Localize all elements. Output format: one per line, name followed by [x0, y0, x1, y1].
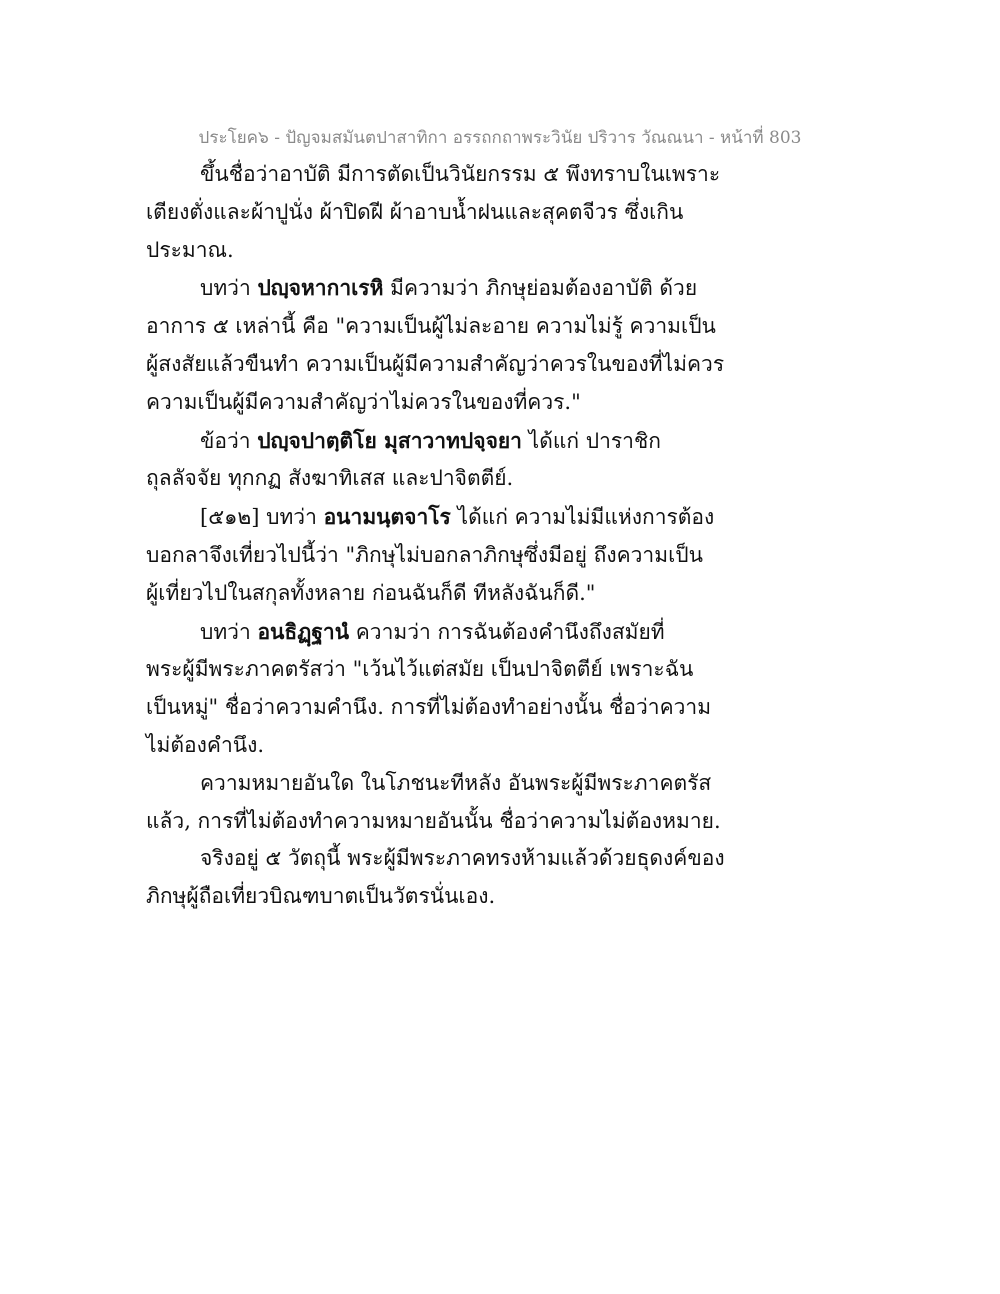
- paragraph: [146, 269, 725, 421]
- text-segment: ข้อว่า: [200, 428, 258, 453]
- bold-term: อนามนฺตจาโร: [323, 504, 451, 530]
- text-segment: ขึ้นชื่อว่าอาบัติ มีการตัดเป็นวินัยกรรม ๕ พึงทราบในเพราะ: [200, 162, 721, 186]
- paragraph: [146, 498, 715, 612]
- text-segment: ความว่า การฉันต้องคำนึงถึงสมัยที่: [349, 619, 665, 644]
- paragraph: [146, 613, 712, 765]
- text-segment: ได้แก่ ความไม่มีแห่งการต้อง: [450, 505, 715, 530]
- text-line: [146, 651, 706, 689]
- text-segment: มีความว่า ภิกษุย่อมต้องอาบัติ ด้วย: [383, 276, 698, 301]
- text-segment: ผู้สงสัยแล้วขืนทำ ความเป็นผู้มีความสำคัญว่าควรในของที่ไม่ควร: [146, 351, 725, 376]
- text-line: [146, 384, 706, 422]
- text-segment: ถุลลัจจัย ทุกกฏ สังฆาทิเสส และปาจิตตีย์.: [146, 466, 514, 491]
- text-line: [146, 878, 706, 916]
- text-segment: ผู้เที่ยวไปในสกุลทั้งหลาย ก่อนฉันก็ดี ทีหลังฉันก็ดี.": [146, 580, 596, 605]
- paragraph: [146, 156, 721, 269]
- text-line: [146, 460, 706, 498]
- text-segment: ไม่ต้องคำนึง.: [146, 732, 265, 757]
- bold-term: อนธิฏฺฐานํ: [257, 618, 350, 644]
- text-line: [146, 498, 715, 537]
- text-line: [146, 613, 706, 652]
- text-segment: เป็นหมู่" ชื่อว่าความคำนึง. การที่ไม่ต้องทำอย่างนั้น ชื่อว่าความ: [146, 695, 712, 720]
- paragraph: [146, 765, 721, 841]
- text-line: [146, 727, 706, 765]
- text-line: [146, 232, 706, 270]
- text-segment: บทว่า: [200, 619, 258, 644]
- text-segment: ความเป็นผู้มีความสำคัญว่าไม่ควรในของที่ควร.": [146, 389, 581, 414]
- text-line: [146, 156, 721, 194]
- text-segment: ได้แก่ ปาราชิก: [521, 428, 661, 453]
- text-line: [146, 422, 706, 461]
- text-segment: ประมาณ.: [146, 237, 234, 262]
- text-segment: พระผู้มีพระภาคตรัสว่า "เว้นไว้แต่สมัย เป็นปาจิตตีย์ เพราะฉัน: [146, 657, 694, 682]
- text-line: [146, 269, 706, 308]
- text-segment: แล้ว, การที่ไม่ต้องทำความหมายอันนั้น ชื่อว่าความไม่ต้องหมาย.: [146, 808, 721, 833]
- text-segment: อาการ ๕ เหล่านี้ คือ "ความเป็นผู้ไม่ละอาย ความไม่รู้ ความเป็น: [146, 314, 716, 339]
- body-text: [146, 156, 725, 916]
- text-segment: จริงอยู่ ๕ วัตถุนี้ พระผู้มีพระภาคทรงห้ามแล้วด้วยธุดงค์ของ: [200, 846, 725, 871]
- text-segment: บทว่า: [200, 276, 258, 301]
- text-line: [146, 537, 706, 575]
- text-segment: บอกลาจึงเที่ยวไปนี้ว่า "ภิกษุไม่บอกลาภิกษุซึ่งมีอยู่ ถึงความเป็น: [146, 542, 703, 567]
- text-line: [146, 840, 725, 878]
- text-line: [146, 346, 725, 384]
- text-segment: ความหมายอันใด ในโภชนะทีหลัง อันพระผู้มีพระภาคตรัส: [200, 770, 712, 795]
- text-line: [146, 308, 716, 346]
- paragraph: [146, 840, 725, 916]
- text-line: [146, 575, 706, 613]
- text-segment: ภิกษุผู้ถือเที่ยวบิณฑบาตเป็นวัตรนั่นเอง.: [146, 884, 496, 909]
- running-header: ประโยค๖ - ปัญจมสมันตปาสาทิกา อรรถกถาพระวินัย ปริวาร วัณณนา - หน้าที่ 803: [198, 128, 802, 148]
- bold-term: ปญฺจปาตฺติโย มุสาวาทปจฺจยา: [257, 427, 522, 453]
- bold-term: ปญฺจหากาเรหิ: [257, 275, 384, 301]
- text-line: [146, 194, 706, 232]
- text-segment: เตียงตั่งและผ้าปูนั่ง ผ้าปิดฝี ผ้าอาบน้ำฝนและสุคตจีวร ซึ่งเกิน: [146, 199, 684, 224]
- paragraph: [146, 422, 706, 499]
- text-line: [146, 689, 712, 727]
- text-line: [146, 765, 712, 803]
- text-line: [146, 803, 721, 841]
- text-segment: [๕๑๒] บทว่า: [200, 505, 324, 530]
